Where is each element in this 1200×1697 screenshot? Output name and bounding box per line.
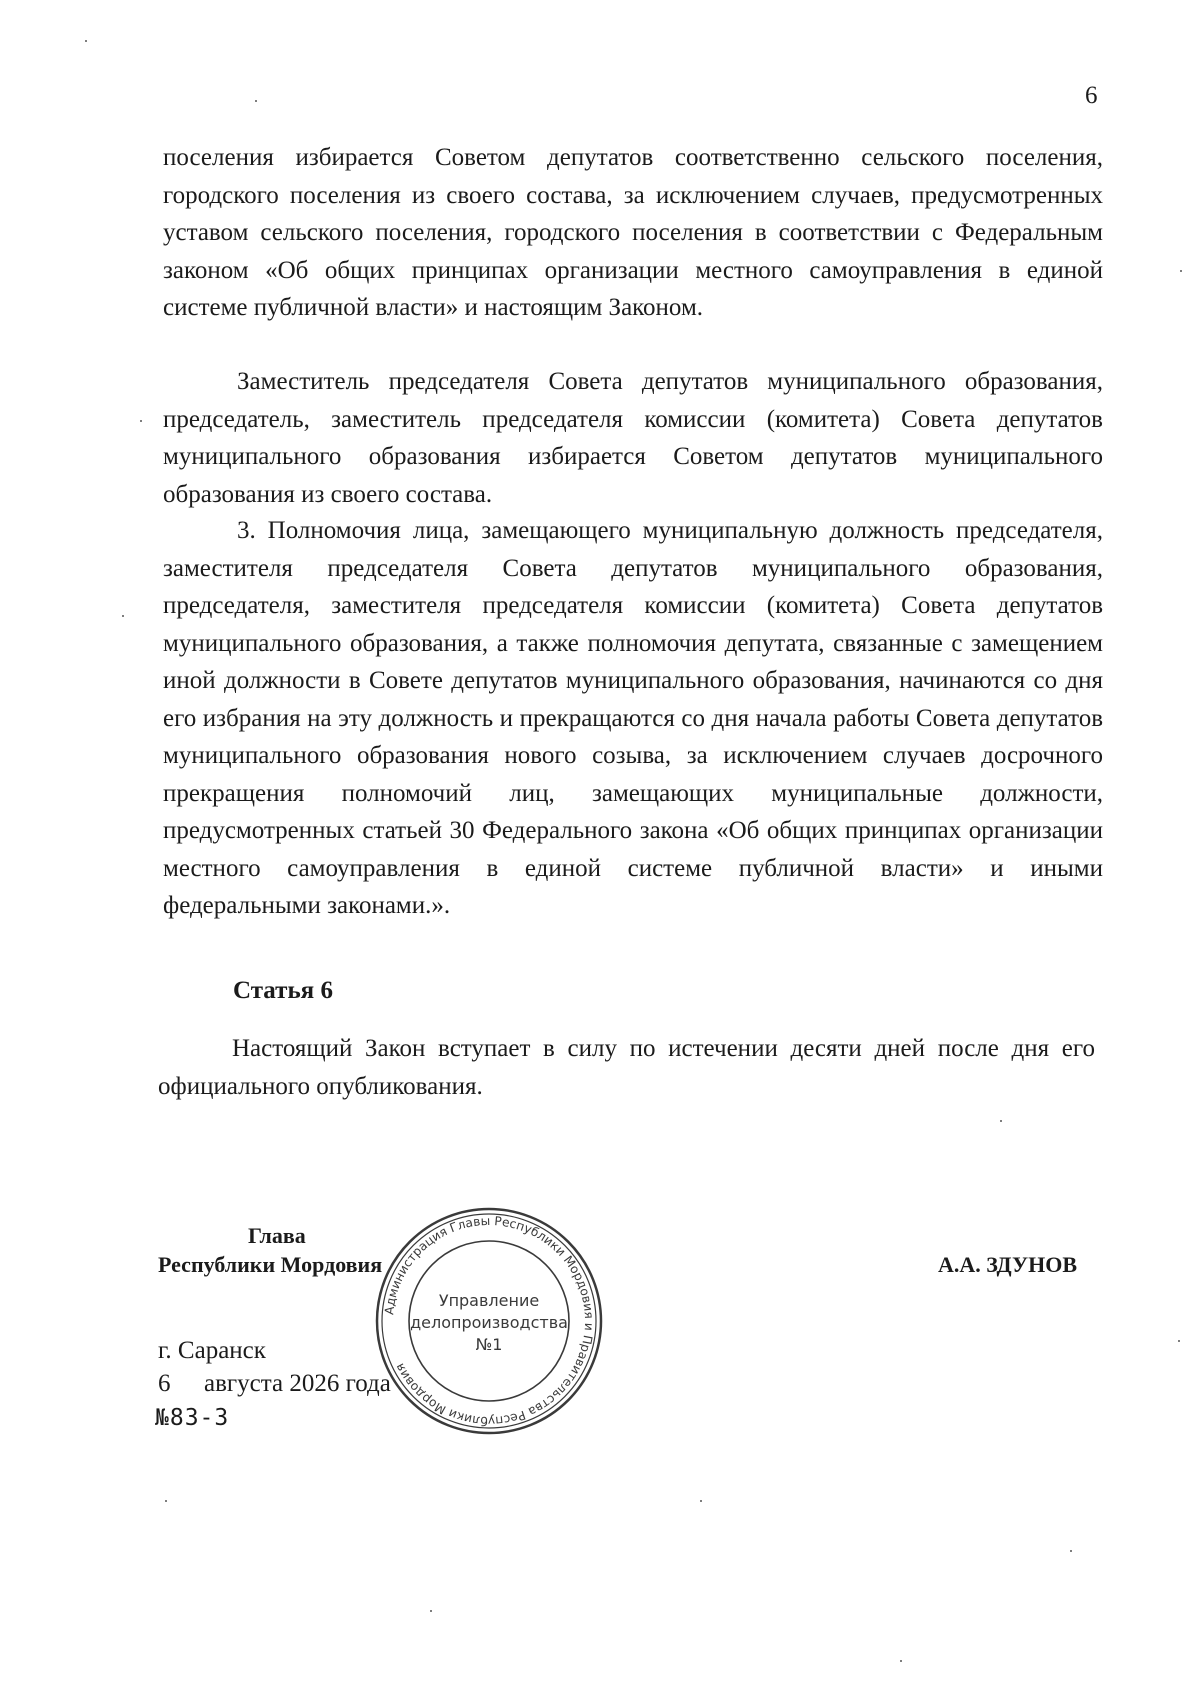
scan-speck [122, 615, 124, 617]
law-number: №83-З [155, 1405, 230, 1431]
article-heading: Статья 6 [233, 977, 333, 1004]
official-seal [374, 1206, 604, 1436]
scan-speck [1070, 1550, 1072, 1552]
scan-speck [140, 420, 142, 422]
seal-ring-text: Администрация Главы Республики Мордовия и Правительства Республики Мордовия [382, 1213, 597, 1429]
date-day: 6 [158, 1370, 171, 1397]
page-number: 6 [1085, 82, 1098, 109]
paragraph-4: Настоящий Закон вступает в силу по истечении десяти дней после дня его официального опубликования. [158, 1035, 1095, 1100]
seal-center-line3: №1 [475, 1335, 503, 1354]
scan-speck [900, 1660, 902, 1662]
scan-speck [1178, 1340, 1180, 1342]
signatory-title-line2: Республики Мордовия [158, 1252, 383, 1277]
seal-center-line2: делопроизводства [410, 1313, 568, 1332]
scan-speck [85, 40, 87, 42]
paragraph-3: 3. Полномочия лица, замещающего муниципальную должность председателя, заместителя председателя Совета депутатов муниципального образования, председателя, заместителя председателя комиссии (комитета) Совета депутатов муниципального образования, а также полномочия депутата, связанные с замещением иной должности в Совете депутатов муниципального образования, начинаются со дня его избрания на эту должность и прекращаются со дня начала работы Совета депутатов муниципального образования нового созыва, за исключением случаев досрочного прекращения полномочий лиц, замещающих муниципальные должности, предусмотренных статьей 30 Федерального закона «Об общих принципах организации местного самоуправления в единой системе публичной власти» и иными федеральными законами.». [163, 517, 1103, 919]
scan-speck [165, 1500, 167, 1502]
signatory-name: А.А. ЗДУНОВ [938, 1252, 1077, 1277]
scan-speck [1000, 1120, 1002, 1122]
place-city: г. Саранск [158, 1337, 266, 1364]
seal-center-line1: Управление [438, 1291, 540, 1310]
scan-speck [255, 100, 257, 102]
paragraph-2: Заместитель председателя Совета депутатов муниципального образования, председатель, заместитель председателя комиссии (комитета) Совета депутатов муниципального образования избирается Советом депутатов муниципального образования из своего состава. [163, 368, 1103, 508]
scan-speck [700, 1500, 702, 1502]
signatory-title-line1: Глава [248, 1223, 306, 1248]
place-date [158, 1370, 391, 1398]
paragraph-1: поселения избирается Советом депутатов соответственно сельского поселения, городского поселения из своего состава, за исключением случаев, предусмотренных уставом сельского поселения, городского поселения в соответствии с Федеральным законом «Об общих принципах организации местного самоуправления в единой системе публичной власти» и настоящим Законом. [163, 144, 1103, 321]
date-month-year: августа 2026 года [204, 1370, 391, 1397]
scan-speck [1180, 270, 1182, 272]
scan-speck [430, 1610, 432, 1612]
